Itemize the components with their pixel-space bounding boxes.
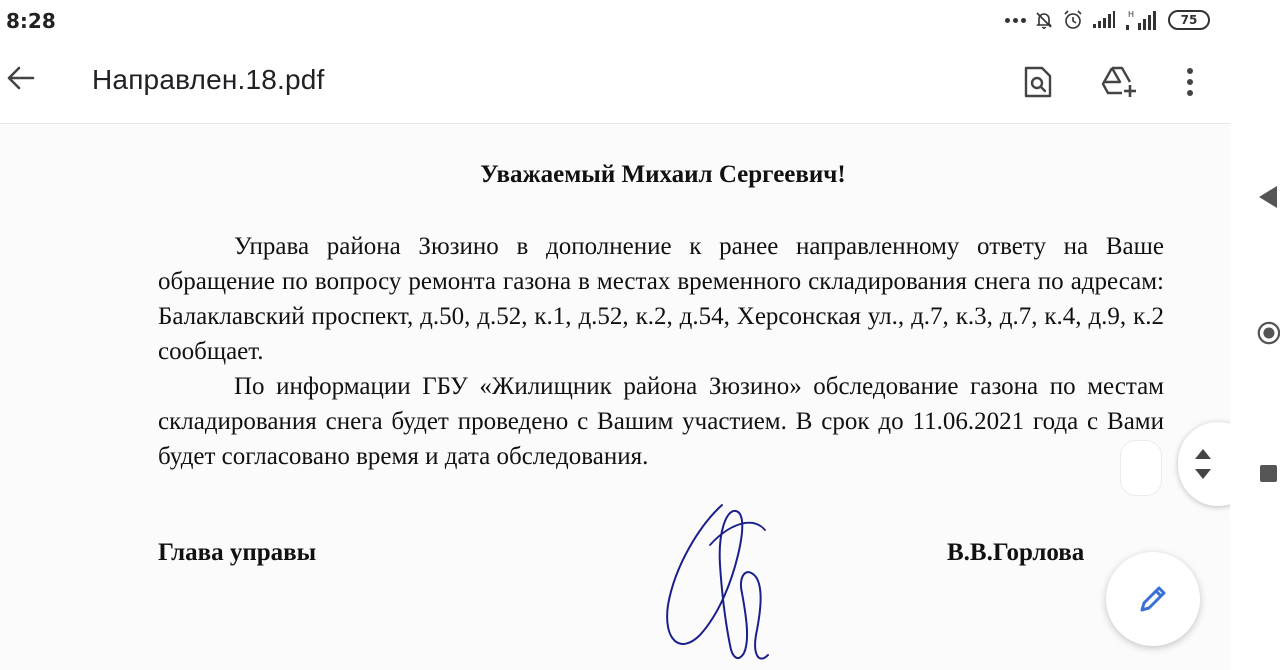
svg-text:H: H: [1128, 10, 1135, 19]
document-title: Направлен.18.pdf: [92, 64, 325, 95]
pencil-icon: [1136, 582, 1170, 616]
find-in-document-button[interactable]: [1016, 60, 1060, 104]
signal-icon: [1092, 11, 1116, 29]
system-home-button[interactable]: [1256, 318, 1280, 348]
handwritten-signature: [660, 485, 780, 670]
app-bar: [0, 40, 1230, 124]
document-viewer[interactable]: [0, 125, 1230, 670]
system-back-button[interactable]: [1256, 182, 1280, 212]
nav-home-circle-icon: [1256, 319, 1280, 347]
document-search-icon: [1023, 65, 1053, 99]
scroll-up-down-icon: [1194, 447, 1212, 481]
signer-title: Глава управы: [158, 539, 317, 566]
back-button[interactable]: [0, 58, 40, 98]
nav-recent-square-icon: [1257, 462, 1279, 484]
nav-back-triangle-icon: [1257, 184, 1279, 210]
letter-body: [158, 229, 1164, 474]
battery-icon: 75: [1168, 10, 1210, 30]
signer-name: В.В.Горлова: [947, 539, 1085, 566]
add-to-drive-button[interactable]: [1098, 60, 1142, 104]
letter-paragraph: Управа района Зюзино в дополнение к ранее направленному ответу на Ваше обращение по вопросу ремонта газона в местах временного складирования снега по адресам: Балаклавский проспект, д.50, д.52, к.1, д.52, к.2, д.54, Херсонская ул., д.7, к.3, д.7, к.4, д.9, к.2 сообщает.: [158, 233, 1164, 365]
fast-scroll-track: [1120, 440, 1162, 496]
system-navigation-bar: [1230, 0, 1280, 670]
edit-button[interactable]: [1106, 552, 1200, 646]
status-time: 8:28: [6, 9, 56, 33]
status-bar: [0, 0, 1230, 40]
bell-off-icon: [1034, 10, 1054, 30]
more-options-button[interactable]: [1168, 60, 1212, 104]
more-vert-icon: [1185, 67, 1195, 97]
signal-h-icon: [1124, 9, 1160, 31]
drive-add-icon: [1100, 65, 1140, 99]
system-recent-apps-button[interactable]: [1256, 458, 1280, 488]
pdf-page: [0, 125, 1230, 670]
status-icons: [1005, 8, 1210, 32]
arrow-left-icon: [5, 65, 35, 91]
letter-paragraph: По информации ГБУ «Жилищник района Зюзино» обследование газона по местам складирования снега будет проведено с Вашим участием. В срок до 11.06.2021 года с Вами будет согласовано время и дата обследования.: [158, 373, 1164, 470]
alarm-icon: [1062, 9, 1084, 31]
more-dots-icon: [1005, 18, 1026, 23]
letter-greeting: Уважаемый Михаил Сергеевич!: [480, 161, 846, 188]
